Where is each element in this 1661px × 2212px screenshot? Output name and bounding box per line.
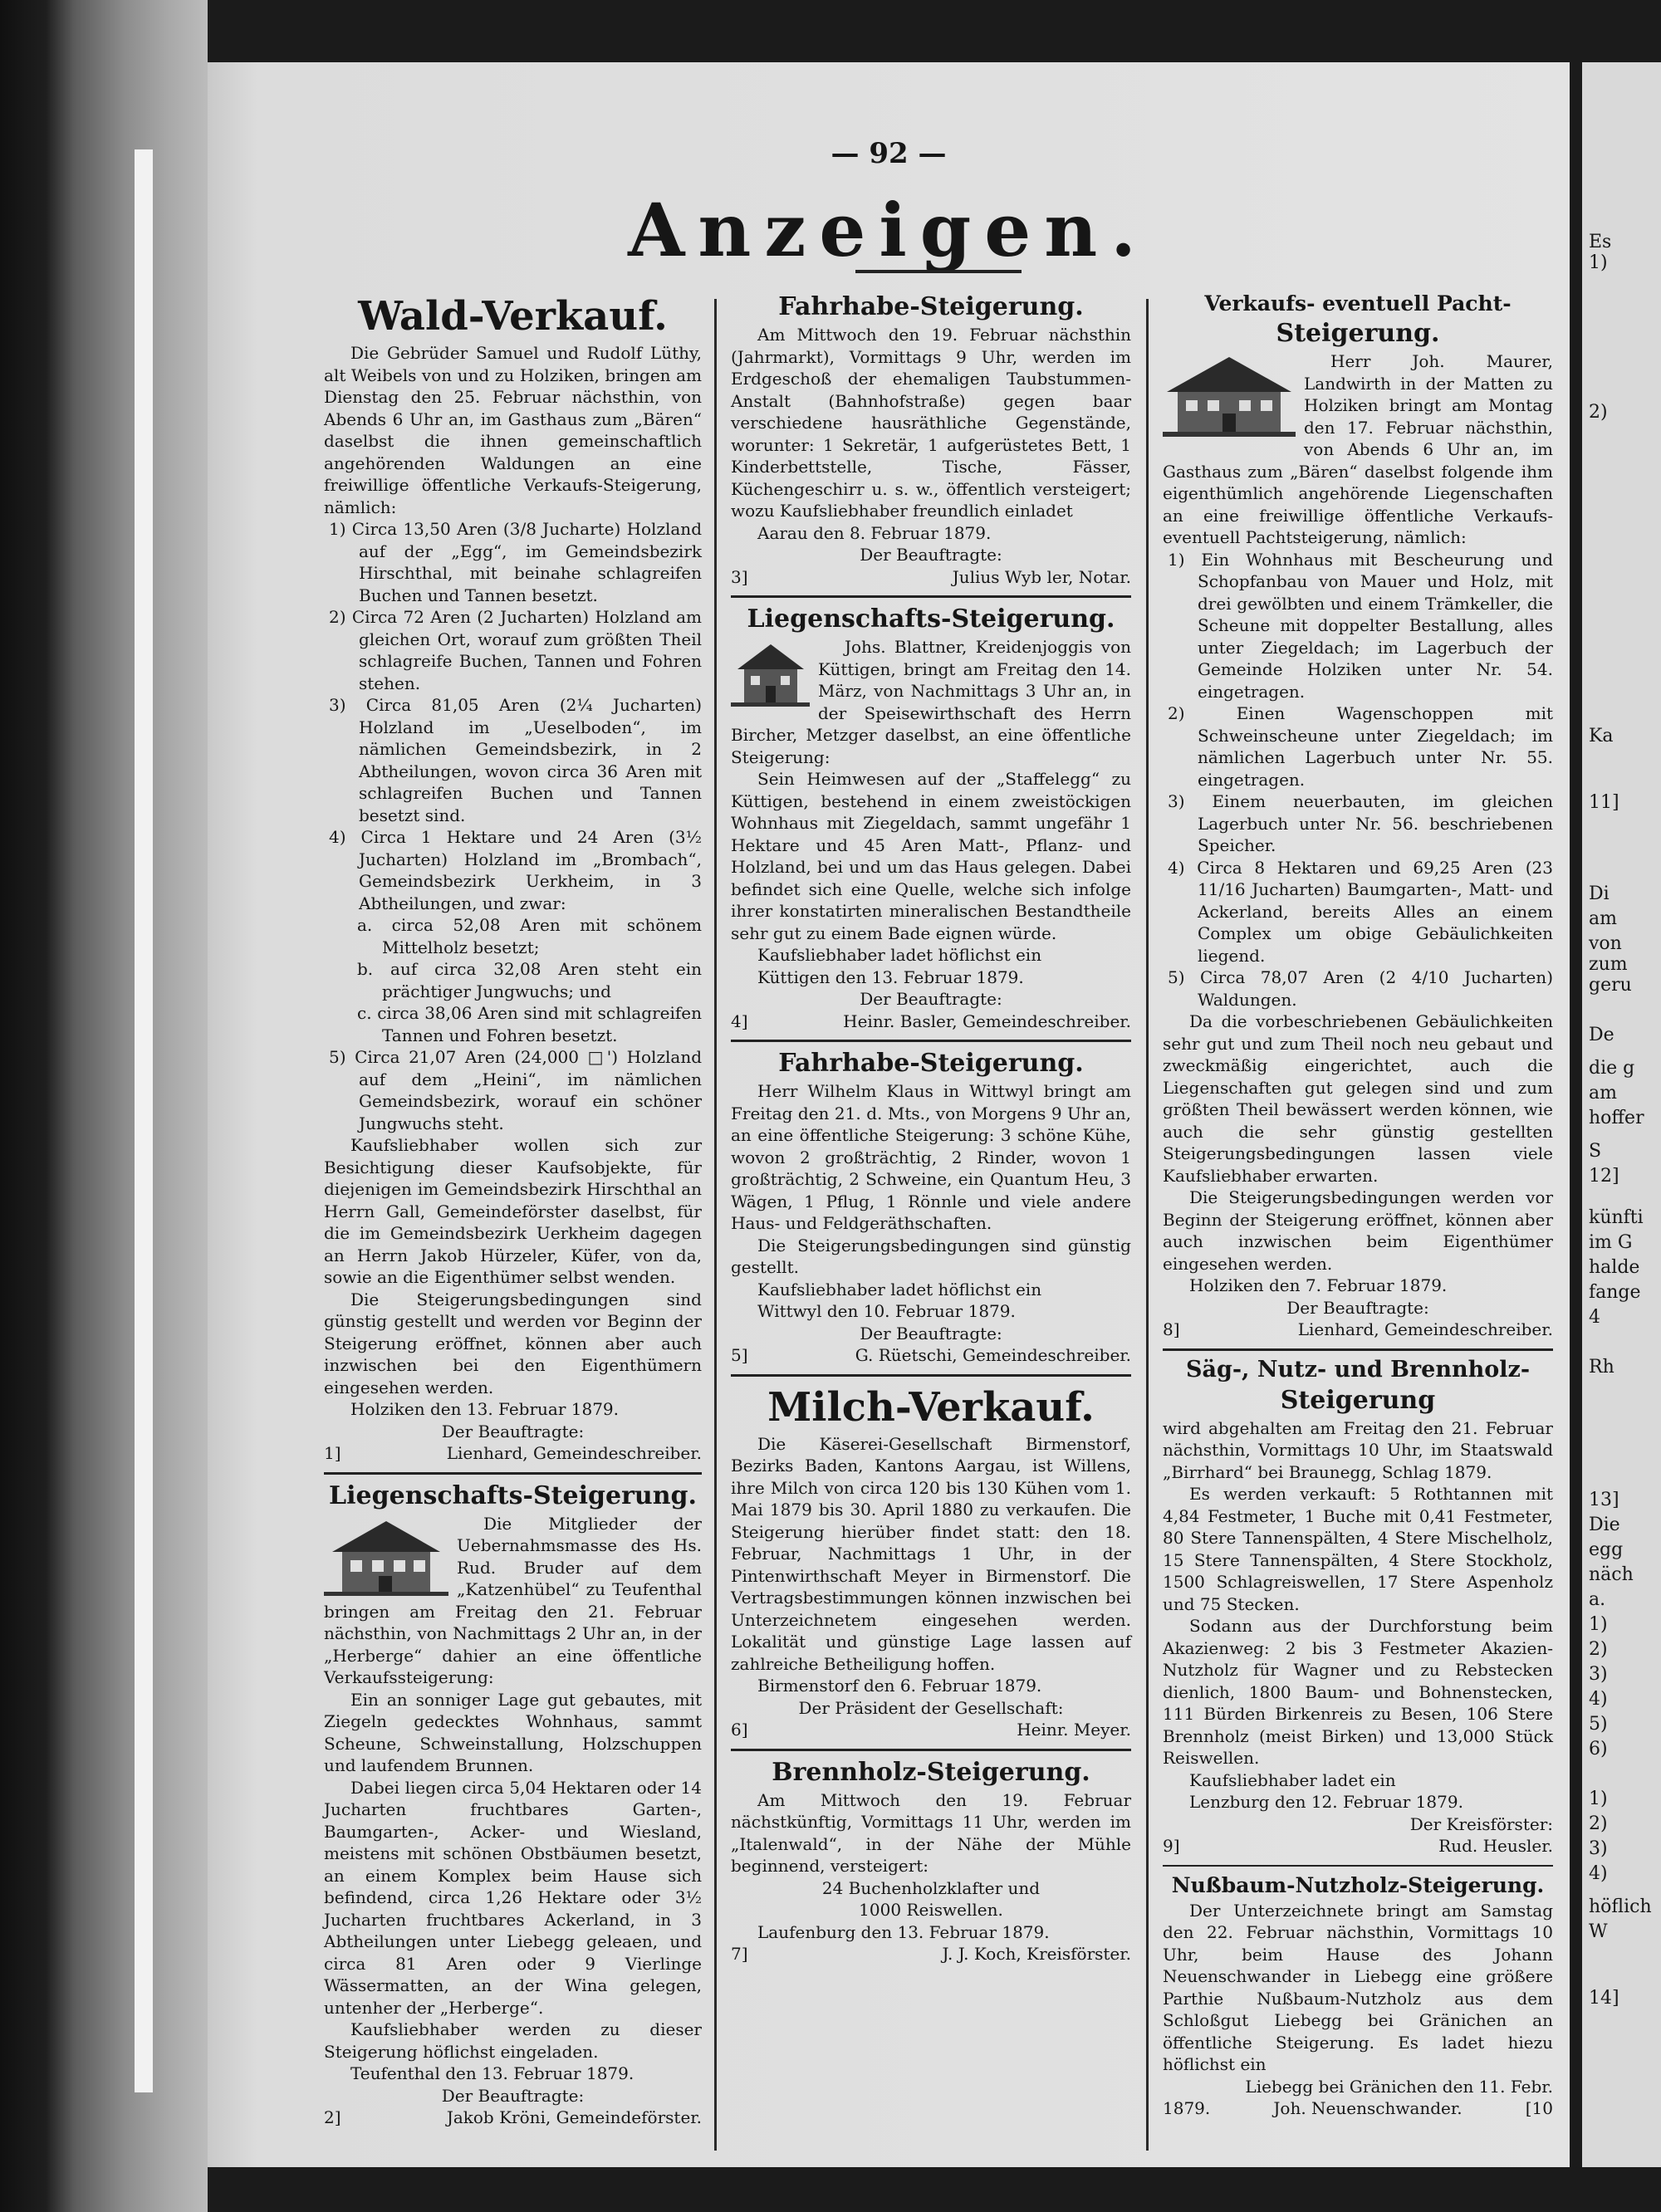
ad-nussbaum-steigerung xyxy=(1163,1872,1553,2120)
ad-signature xyxy=(731,1011,1131,1033)
ad-body: Kaufsliebhaber ladet ein xyxy=(1189,1769,1396,1790)
ad-body: Sodann aus der Durchforstung beim Akazienweg: 2 bis 3 Festmeter Akazien-Nutzholz für Wagner und zu Rebstecken dienlich, 1800 Baum- und Bohnenstecken, 111 Bürden Birkenreis zu Besen, 106 Stere Brennholz (meist Birken) und 13,000 Stück Reiswellen. xyxy=(1163,1616,1553,1768)
ad-line: 1000 Reiswellen. xyxy=(859,1900,1003,1920)
next-page-fragment: halde xyxy=(1589,1257,1640,1278)
ad-separator xyxy=(324,1472,702,1475)
ad-number: 8] xyxy=(1163,1319,1180,1339)
ad-separator xyxy=(731,595,1131,598)
next-page-fragment: 13] xyxy=(1589,1490,1619,1510)
ad-body: Ein an sonniger Lage gut gebautes, mit Ziegeln gedecktes Wohnhaus, sammt Scheune, Schweinstallung, Holzschuppen und laufendem Brunnen. xyxy=(324,1689,702,1775)
ad-number: 2] xyxy=(324,2107,341,2127)
list-subitem: b. auf circa 32,08 Aren steht ein prächtiger Jungwuchs; und xyxy=(357,959,702,1001)
list-item: 4) Circa 1 Hektare und 24 Aren (3½ Jucharten) Holzland im „Brombach“, Gemeindsbezirk Uerkheim, in 3 Abtheilungen, und zwar: xyxy=(329,827,702,913)
house-illustration-icon xyxy=(731,638,810,708)
ad-body: Sein Heimwesen auf der „Staffelegg“ zu Küttigen, bestehend in einem zweistöckigen Wohnhaus mit Ziegeldach, sammt ungefähr 1 Hektare und 45 Aren Matt-, Pflanz- und Holzland, bei und um das Haus gelegen. Dabei befindet sich eine Quelle, welche sich infolge ihrer konstatirten mineralischen Bestandtheile sehr gut zu einem Bade eignen würde. xyxy=(731,769,1131,943)
ad-body: Am Mittwoch den 19. Februar nächstkünftig, Vormittags 11 Uhr, werden im „Italenwald“, in der Nähe der Mühle beginnend, versteigert: xyxy=(731,1789,1131,1876)
next-page-fragment: 11] xyxy=(1589,792,1619,813)
ad-signature xyxy=(731,1344,1131,1367)
ad-signer: G. Rüetschi, Gemeindeschreiber. xyxy=(855,1345,1131,1365)
ad-date: Teufenthal den 13. Februar 1879. xyxy=(350,2063,635,2083)
ad-role: Der Beauftragte: xyxy=(441,2085,585,2106)
column-2 xyxy=(731,291,1131,1965)
ad-role: Der Präsident der Gesellschaft: xyxy=(798,1697,1064,1718)
ad-fahrhabe-steigerung-wittwyl xyxy=(731,1047,1131,1367)
ad-title: Milch-Verkauf. xyxy=(767,1383,1095,1431)
house-illustration-icon xyxy=(1163,352,1296,439)
ad-signature xyxy=(731,1719,1131,1741)
ad-title: Fahrhabe-Steigerung. xyxy=(778,292,1084,321)
ad-separator xyxy=(731,1749,1131,1751)
list-item: 4) Circa 8 Hektaren und 69,25 Aren (23 11/16 Jucharten) Baumgarten-, Matt- und Ackerland, bereits Alles an einem Complex um obige Gebäulichkeiten liegend. xyxy=(1168,857,1553,966)
ad-brennholz-steigerung xyxy=(731,1756,1131,1965)
ad-title: Liegenschafts-Steigerung. xyxy=(329,1480,697,1510)
ad-title: Verkaufs- eventuell Pacht- xyxy=(1204,291,1512,316)
ad-verkaufs-pacht-steigerung xyxy=(1163,291,1553,1341)
next-page-edge xyxy=(1582,62,1661,2167)
ad-role: Der Kreisförster: xyxy=(1409,1813,1553,1834)
ad-separator xyxy=(731,1374,1131,1377)
next-page-fragment: geru xyxy=(1589,975,1632,996)
next-page-fragment: am xyxy=(1589,908,1617,929)
ad-signature xyxy=(731,566,1131,589)
next-page-fragment: 4) xyxy=(1589,1689,1608,1710)
ad-signer: Julius Wyb ler, Notar. xyxy=(952,566,1131,587)
ad-body: Kaufsliebhaber wollen sich zur Besichtigung dieser Kaufsobjekte, für diejenigen im Gemeindsbezirk Hirschthal an Herrn Gall, Gemeindeförster daselbst, für die im Gemeindsbezirk Uerkheim dagegen an Herrn Jakob Hürzeler, Küfer, von da, sowie an die Eigenthümer selbst wenden. xyxy=(324,1135,702,1287)
ad-wald-verkauf xyxy=(324,291,702,1465)
ad-holz-steigerung-braunegg xyxy=(1163,1356,1553,1857)
next-page-fragment: näch xyxy=(1589,1564,1634,1585)
ad-intro: Die Gebrüder Samuel und Rudolf Lüthy, alt Weibels von und zu Holziken, bringen am Dienstag den 25. Februar nächsthin, von Abends 6 Uhr an, im Gasthaus zum „Bären“ daselbst die ihnen gemeinschaftlich angehörenden Waldungen an eine freiwillige öffentliche Verkaufs-Steigerung, nämlich: xyxy=(324,343,702,517)
ad-body: Herr Wilhelm Klaus in Wittwyl bringt am Freitag den 21. d. Mts., von Morgens 9 Uhr an, an eine öffentliche Steigerung: 3 schöne Kühe, wovon 2 großträchtig, 2 Rinder, wovon 1 großträchtig, 2 Schweine, ein Quantum Heu, 3 Wägen, 1 Pflug, 1 Rönnle und viele andere Haus- und Feldgeräthschaften. xyxy=(731,1081,1131,1233)
ad-signer: Lienhard, Gemeindeschreiber. xyxy=(1297,1319,1553,1339)
ad-separator xyxy=(731,1040,1131,1042)
ad-year: 1879. xyxy=(1163,2098,1211,2118)
ad-intro xyxy=(1163,350,1553,549)
ad-date: Aarau den 8. Februar 1879. xyxy=(757,522,992,543)
ad-body: Kaufsliebhaber ladet höflichst ein xyxy=(757,945,1042,965)
ad-title: Brennholz-Steigerung. xyxy=(772,1757,1090,1787)
ad-number: 9] xyxy=(1163,1836,1180,1856)
next-page-fragment: De xyxy=(1589,1025,1614,1045)
next-page-fragment: 3) xyxy=(1589,1664,1608,1685)
ad-title: Fahrhabe-Steigerung. xyxy=(778,1049,1084,1078)
next-page-fragment: die g xyxy=(1589,1058,1635,1079)
ad-signer: J. J. Koch, Kreisförster. xyxy=(942,1944,1131,1964)
ad-date: Birmenstorf den 6. Februar 1879. xyxy=(757,1676,1042,1696)
ad-intro-text: Johs. Blattner, Kreidenjoggis von Küttigen, bringt am Freitag den 14. März, von Nachmittags 3 Uhr an, in der Speisewirthschaft des Herrn Bircher, Metzger daselbst, an eine öffentliche Steigerung: xyxy=(731,637,1131,767)
next-page-fragment: 1) xyxy=(1589,1789,1608,1809)
next-page-fragment: zum xyxy=(1589,954,1628,975)
ad-role: Der Beauftragte: xyxy=(860,1323,1002,1343)
next-page-fragment: Es xyxy=(1589,232,1612,252)
ad-signer: Heinr. Meyer. xyxy=(1017,1720,1131,1740)
ad-signer: Heinr. Basler, Gemeindeschreiber. xyxy=(843,1011,1131,1031)
list-subitem: c. circa 38,06 Aren sind mit schlagreifen Tannen und Fohren besetzt. xyxy=(357,1003,702,1045)
ad-signature xyxy=(731,1943,1131,1965)
next-page-fragment: Rh xyxy=(1589,1357,1614,1378)
next-page-fragment: von xyxy=(1589,933,1622,954)
list-item: 5) Circa 78,07 Aren (2 4/10 Jucharten) Waldungen. xyxy=(1168,967,1553,1010)
ad-body: Dabei liegen circa 5,04 Hektaren oder 14 Jucharten fruchtbares Garten-, Baumgarten-, Acker- und Wiesland, meistens mit schönen Obstbäumen besetzt, an einem Komplex beim Hause sich befindend, circa 1,26 Hektare oder 3½ Jucharten fruchtbares Ackerland, in 3 Abtheilungen unter Liebegg geleaen, und circa 81 Aren oder 9 Vierlinge Wässermatten, an der Wina gelegen, untenher der „Herberge“. xyxy=(324,1777,702,2018)
ad-fahrhabe-steigerung-aarau xyxy=(731,291,1131,588)
ad-body: Am Mittwoch den 19. Februar nächsthin (Jahrmarkt), Vormittags 9 Uhr, werden im Erdgeschoß der ehemaligen Taubstummen-Anstalt (Bahnhofstraße) gegen baar verschiedene hausräthliche Gegenstände, worunter: 1 Sekretär, 1 aufgerüstetes Bett, 1 Kinderbettstelle, Tische, Fässer, Küchengeschirr u. s. w., öffentlich versteigert; wozu Kaufsliebhaber freundlich einladet xyxy=(731,325,1131,521)
next-page-fragment: a. xyxy=(1589,1589,1606,1610)
ad-role: Der Beauftragte: xyxy=(441,1421,585,1441)
ad-body: wird abgehalten am Freitag den 21. Februar nächsthin, Vormittags 10 Uhr, im Staatswald „Birrhard“ bei Braunegg, Schlag 1879. xyxy=(1163,1417,1553,1482)
ad-liegenschafts-steigerung xyxy=(324,1480,702,2129)
ad-number: 3] xyxy=(731,566,748,587)
list-item: 5) Circa 21,07 Aren (24,000 □') Holzland auf dem „Heini“, im nämlichen Gemeindsbezirk, worauf ein schöner Jungwuchs steht. xyxy=(329,1047,702,1133)
next-page-fragment: W xyxy=(1589,1921,1608,1942)
ad-separator xyxy=(1163,1348,1553,1351)
next-page-fragment: 2) xyxy=(1589,402,1608,423)
ad-date: Lenzburg den 12. Februar 1879. xyxy=(1189,1792,1463,1812)
column-1 xyxy=(324,291,702,2129)
list-item: 1) Circa 13,50 Aren (3/8 Jucharte) Holzland auf der „Egg“, im Gemeindsbezirk Hirschthal, mit beinahe schlagreifen Buchen und Tannen besetzt. xyxy=(329,519,702,605)
next-page-fragment: 14] xyxy=(1589,1988,1619,2009)
next-page-fragment: Die xyxy=(1589,1515,1620,1535)
ad-date: Holziken den 13. Februar 1879. xyxy=(350,1399,620,1419)
ad-number: 1] xyxy=(324,1443,341,1463)
ad-liegenschafts-steigerung-kuettigen xyxy=(731,603,1131,1032)
ad-signature xyxy=(1163,1319,1553,1341)
list-item: 2) Circa 72 Aren (2 Jucharten) Holzland am gleichen Ort, worauf zum größten Theil schlagreife Buchen, Tannen und Fohren stehen. xyxy=(329,607,702,693)
list-subitem: a. circa 52,08 Aren mit schönem Mittelholz besetzt; xyxy=(357,915,702,957)
ad-body: Kaufsliebhaber ladet höflichst ein xyxy=(757,1279,1042,1299)
ad-body: Der Unterzeichnete bringt am Samstag den 22. Februar nächsthin, Vormittags 10 Uhr, beim Hause des Johann Neuenschwander in Liebegg eine größere Parthie Nußbaum-Nutzholz aus dem Schloßgut Liebegg bei Gränichen an öffentliche Steigerung. Es ladet hiezu höflichst ein xyxy=(1163,1900,1553,2074)
ad-number: 7] xyxy=(731,1944,748,1964)
ad-title: Nußbaum-Nutzholz-Steigerung. xyxy=(1171,1872,1545,1897)
ad-role: Der Beauftragte: xyxy=(1286,1297,1429,1318)
ad-body: Kaufsliebhaber werden zu dieser Steigerung höflichst eingeladen. xyxy=(324,2019,702,2062)
page-edge-strip xyxy=(135,149,153,2092)
next-page-fragment: Ka xyxy=(1589,726,1614,746)
ad-date: Laufenburg den 13. Februar 1879. xyxy=(757,1921,1050,1942)
next-page-fragment: egg xyxy=(1589,1539,1624,1560)
ad-date: Liebegg bei Gränichen den 11. Febr. xyxy=(1245,2076,1553,2097)
ad-title: Steigerung. xyxy=(1276,319,1440,348)
ad-number: [10 xyxy=(1525,2098,1553,2118)
ad-signature xyxy=(1163,2097,1553,2120)
page-title: Anzeigen. xyxy=(628,187,1149,273)
ad-body: Die Steigerungsbedingungen sind günstig gestellt. xyxy=(731,1235,1131,1277)
next-page-fragment: höflich xyxy=(1589,1896,1652,1917)
next-page-fragment: 3) xyxy=(1589,1838,1608,1859)
newspaper-page xyxy=(208,62,1570,2167)
ad-intro-text: Die Mitglieder der Uebernahmsmasse des Hs. Rud. Bruder auf dem „Katzenhübel“ zu Teufenthal bringen am Freitag den 21. Februar nächsthin, von Nachmittags 2 Uhr an, in der „Herberge“ dahier an eine öffentliche Verkaufssteigerung: xyxy=(324,1513,702,1687)
ad-number: 5] xyxy=(731,1345,748,1365)
ad-body: Die Käserei-Gesellschaft Birmenstorf, Bezirks Baden, Kantons Aargau, ist Willens, ihre Milch von circa 120 bis 130 Kühen vom 1. Mai 1879 bis 30. April 1880 zu verkaufen. Die Steigerung hierüber findet statt: den 18. Februar, Nachmittags 1 Uhr, in der Pintenwirthschaft Meyer in Birmenstorf. Die Vertragsbestimmungen können inzwischen bei Unterzeichnetem eingesehen werden. Lokalität und günstige Lage lassen auf zahlreiche Betheiligung hoffen. xyxy=(731,1433,1131,1674)
next-page-fragment: 4 xyxy=(1589,1307,1600,1328)
title-rule xyxy=(855,270,1022,273)
next-page-fragment: künfti xyxy=(1589,1207,1644,1228)
page-number: — 92 — xyxy=(830,137,947,170)
house-illustration-icon xyxy=(324,1515,448,1598)
ad-signer: Joh. Neuenschwander. xyxy=(1273,2098,1463,2118)
ad-milch-verkauf xyxy=(731,1382,1131,1741)
book-spine xyxy=(0,0,208,2212)
list-item: 3) Circa 81,05 Aren (2¼ Jucharten) Holzland im „Ueselboden“, im nämlichen Gemeindsbezirk, in 2 Abtheilungen, wovon circa 36 Aren mit schlagreifen Buchen und Tannen besetzt sind. xyxy=(329,695,702,825)
ad-body: Die Steigerungsbedingungen sind günstig gestellt und werden vor Beginn der Steigerung eröffnet, können aber auch inzwischen bei den Eigenthümern eingesehen werden. xyxy=(324,1289,702,1397)
next-page-fragment: 1) xyxy=(1589,252,1608,273)
next-page-fragment: 2) xyxy=(1589,1813,1608,1834)
ad-intro-text: Herr Joh. Maurer, Landwirth in der Matten zu Holziken bringt am Montag den 17. Februar nächsthin, von Abends 6 Uhr an, im Gasthaus zum „Bären“ daselbst folgende ihm eigenthümlich angehörende Liegenschaften an eine freiwillige öffentliche Verkaufs- eventuell Pachtsteigerung, nämlich: xyxy=(1163,351,1553,547)
ad-date: Wittwyl den 10. Februar 1879. xyxy=(757,1301,1016,1321)
ad-signature xyxy=(324,1442,702,1465)
ad-title: Liegenschafts-Steigerung. xyxy=(747,604,1115,634)
ad-body: Da die vorbeschriebenen Gebäulichkeiten sehr gut und zum Theil noch neu gebaut und zweckmäßig eingerichtet, auch die Liegenschaften gut gelegen sind und zum größten Theil bewässert werden können, wie auch die sehr günstig gestellten Steigerungsbedingungen lassen viele Kaufsliebhaber erwarten. xyxy=(1163,1011,1553,1186)
ad-body: Es werden verkauft: 5 Rothtannen mit 4,84 Festmeter, 1 Buche mit 0,41 Festmeter, 80 Stere Tannenspälten, 4 Stere Mischelholz, 15 Stere Tannenspälten, 4 Stere Stockholz, 1500 Schlagreiswellen, 17 Stere Aspenholz und 75 Stecken. xyxy=(1163,1484,1553,1614)
ad-line: 24 Buchenholzklafter und xyxy=(821,1877,1041,1898)
ad-body: Die Steigerungsbedingungen werden vor Beginn der Steigerung eröffnet, können aber auch inzwischen beim Eigenthümer eingesehen werden. xyxy=(1163,1187,1553,1274)
ad-intro xyxy=(731,636,1131,768)
next-page-fragment: Di xyxy=(1589,883,1610,904)
column-rule-2 xyxy=(1146,299,1149,2151)
ad-date: Küttigen den 13. Februar 1879. xyxy=(757,967,1024,987)
list-item: 1) Ein Wohnhaus mit Bescheurung und Schopfanbau von Mauer und Holz, mit drei gewölbten und einem Trämkeller, die Scheune mit doppelter Bestallung, alles unter Ziegeldach; im Lagerbuch der Gemeinde Holziken unter Nr. 54. eingetragen. xyxy=(1168,549,1553,702)
next-page-fragment: fange xyxy=(1589,1282,1641,1303)
ad-signer: Rud. Heusler. xyxy=(1438,1836,1553,1856)
next-page-fragment: S xyxy=(1589,1141,1602,1162)
next-page-fragment: 1) xyxy=(1589,1614,1608,1635)
ad-role: Der Beauftragte: xyxy=(860,545,1002,565)
next-page-fragment: 4) xyxy=(1589,1863,1608,1884)
ad-number: 4] xyxy=(731,1011,748,1031)
ad-role: Der Beauftragte: xyxy=(860,989,1002,1009)
column-3 xyxy=(1163,291,1553,2120)
next-page-fragment: im G xyxy=(1589,1232,1633,1253)
next-page-fragment: hoffer xyxy=(1589,1108,1644,1128)
next-page-fragment: 6) xyxy=(1589,1739,1608,1759)
ad-title: Wald-Verkauf. xyxy=(358,293,668,340)
next-page-fragment: am xyxy=(1589,1083,1617,1104)
ad-title: Säg-, Nutz- und Brennholz- xyxy=(1185,1356,1531,1382)
ad-signer: Lienhard, Gemeindeschreiber. xyxy=(446,1443,702,1463)
list-item: 2) Einen Wagenschoppen mit Schweinscheune unter Ziegeldach; im nämlichen Lagerbuch unter Nr. 55. eingetragen. xyxy=(1168,703,1553,790)
next-page-fragment: 12] xyxy=(1589,1166,1619,1187)
ad-signer: Jakob Kröni, Gemeindeförster. xyxy=(446,2107,702,2127)
list-item: 3) Einem neuerbauten, im gleichen Lagerbuch unter Nr. 56. beschriebenen Speicher. xyxy=(1168,791,1553,855)
ad-separator xyxy=(1163,1865,1553,1867)
ad-date: Holziken den 7. Februar 1879. xyxy=(1189,1275,1448,1295)
ad-number: 6] xyxy=(731,1720,748,1740)
next-page-fragment: 5) xyxy=(1589,1714,1608,1735)
next-page-fragment: 2) xyxy=(1589,1639,1608,1660)
ad-title: Steigerung xyxy=(1280,1385,1436,1415)
ad-signature xyxy=(1163,1835,1553,1857)
ad-intro xyxy=(324,1513,702,1689)
column-rule-1 xyxy=(714,299,717,2151)
ad-signature xyxy=(324,2107,702,2129)
